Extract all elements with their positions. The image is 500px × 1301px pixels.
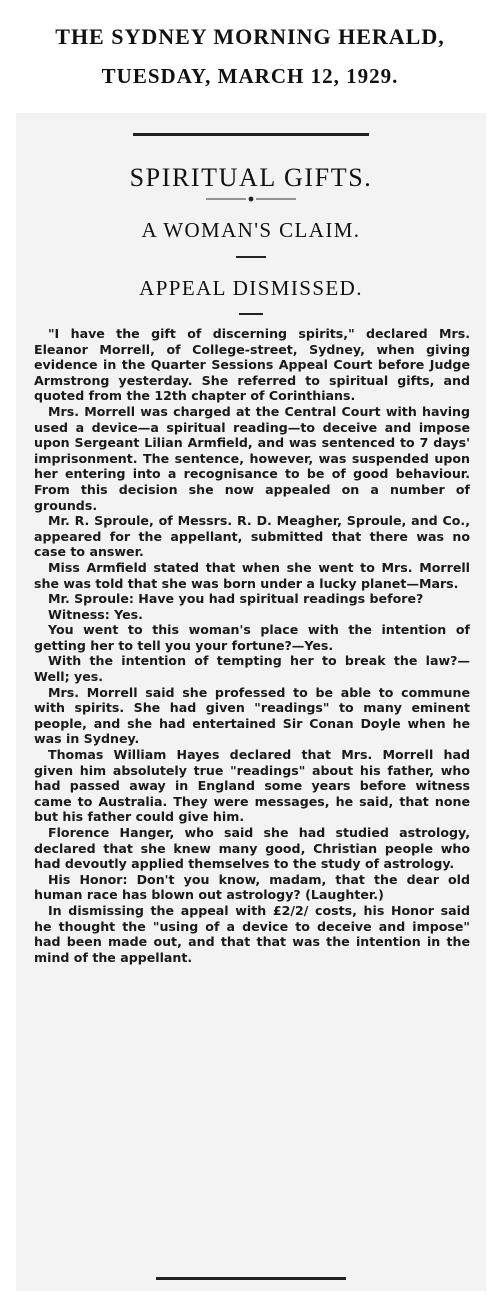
article-paragraph: Miss Armfield stated that when she went to Mrs. Morrell she was told that she was born under a lucky planet—Mars. xyxy=(34,559,470,591)
article-paragraph: You went to this woman's place with the intention of getting her to tell you your fortune?—Yes. xyxy=(34,622,470,653)
top-rule xyxy=(133,133,369,136)
article-paragraph: Mrs. Morrell said she professed to be able to commune with spirits. She had given "readings" to many eminent people, and she had entertained Sir Conan Doyle when he was in Sydney. xyxy=(34,684,470,747)
news-clipping xyxy=(16,113,486,1291)
bottom-rule xyxy=(156,1277,346,1280)
ornament-divider xyxy=(206,195,296,203)
article-paragraph: Mrs. Morrell was charged at the Central Court with having used a device—a spiritual reading—to deceive and impose upon Sergeant Lilian Armfield, and was sentenced to 7 days' imprisonment. The sentence, however, was suspended upon her entering into a recognisance to be of good behaviour. From this decision she now appealed on a number of grounds. xyxy=(34,403,470,513)
article-paragraph: Mr. Sproule: Have you had spiritual readings before? xyxy=(48,591,424,607)
article-paragraph: Florence Hanger, who said she had studied astrology, declared that she knew many good, Christian people who had devoutly applied themselves to the study of astrology. xyxy=(34,825,470,872)
article-body xyxy=(34,326,470,965)
subheadline-appeal: APPEAL DISMISSED. xyxy=(139,276,363,300)
short-rule xyxy=(239,313,263,315)
article-paragraph: Mr. R. Sproule, of Messrs. R. D. Meagher, Sproule, and Co., appeared for the appellant, submitted that there was no case to answer. xyxy=(34,513,470,560)
masthead xyxy=(0,0,500,89)
article-paragraph: With the intention of tempting her to break the law?—Well; yes. xyxy=(34,653,470,685)
headline: SPIRITUAL GIFTS. xyxy=(129,163,373,192)
article-paragraph: Witness: Yes. xyxy=(48,606,143,622)
newspaper-name: THE SYDNEY MORNING HERALD, xyxy=(55,24,445,49)
subheadline: A WOMAN'S CLAIM. xyxy=(141,218,361,242)
article-paragraph: Thomas William Hayes declared that Mrs. Morrell had given him absolutely true "readings" about his father, who had passed away in England some years before witness came to Australia. They were messages, he said, that none but his father could give him. xyxy=(34,747,470,825)
issue-date: TUESDAY, MARCH 12, 1929. xyxy=(101,64,399,88)
article-paragraph: "I have the gift of discerning spirits," declared Mrs. Eleanor Morrell, of College-street, Sydney, when giving evidence in the Quarter Sessions Appeal Court before Judge Armstrong yesterday. She referred to spiritual gifts, and quoted from the 12th chapter of Corinthians. xyxy=(34,326,470,404)
short-rule xyxy=(236,256,266,258)
article-paragraph: In dismissing the appeal with £2/2/ costs, his Honor said he thought the "using of a device to deceive and impose" had been made out, and that that was the intention in the mind of the appellant. xyxy=(34,902,470,965)
article-paragraph: His Honor: Don't you know, madam, that the dear old human race has blown out astrology? (Laughter.) xyxy=(34,871,470,903)
